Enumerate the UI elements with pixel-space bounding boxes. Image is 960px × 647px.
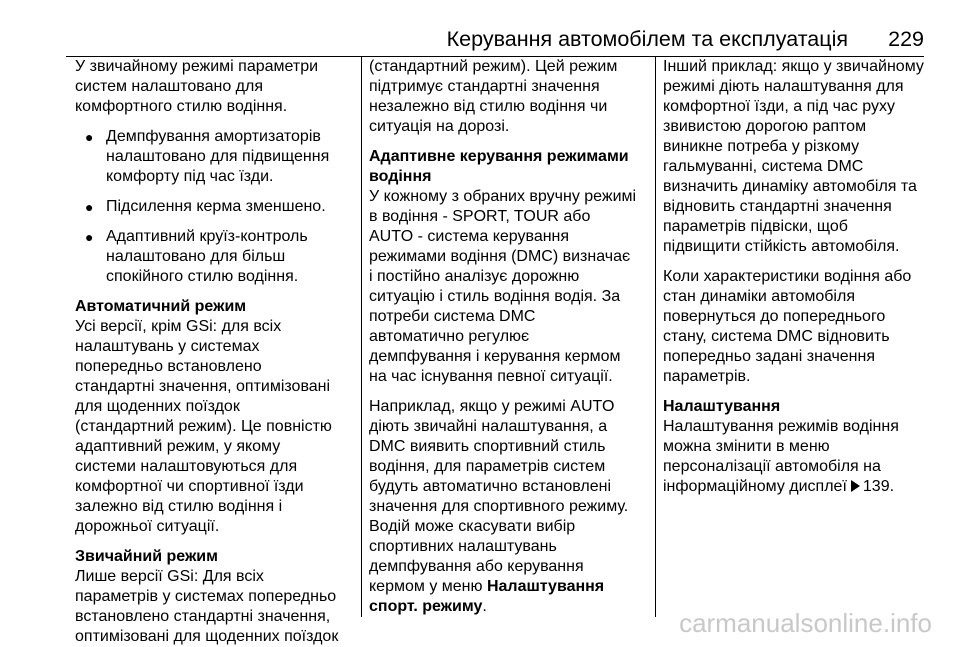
column-3 [663,57,953,617]
section-heading: Автоматичний режим [75,298,247,315]
bullet-item: ● Підсилення керма зменшено. [85,198,326,215]
column-2 [369,57,648,617]
page-number: 229 [888,27,924,51]
page-reference-arrow-icon [851,480,860,492]
column-1 [75,57,358,645]
bullet-item: ● Демпфування амортизаторів налаштовано для підвищення комфорту під час їзди. [85,128,330,185]
bullet-icon: ● [85,199,94,215]
section-heading: Звичайний режим [75,548,218,565]
intro-paragraph: У звичайному режимі параметри систем налаштовано для комфортного стилю водіння. [75,58,319,115]
bullet-item: ● Адаптивний круїз-контроль налаштовано для більш спокійного стилю водіння. [85,228,308,285]
example-paragraph: Наприклад, якщо у режимі AUTO діють звичайні налаштування, а DMC виявить спортивний стиль водіння, для параметрів систем будуть автоматично встановлені значення для спортивного режиму. Водій може скасувати вибір спортивних налаштувань демпфування або керування кермом у меню Налаштування спорт. режиму. [369,398,629,615]
page-reference[interactable]: 139. [862,478,895,495]
section-heading: Налаштування [663,398,781,415]
menu-name-bold: Налаштування [486,578,605,595]
page-header [0,0,960,56]
adaptive-paragraph: У кожному з обраних вручну режимі в водіння - SPORT, TOUR або AUTO - система керування режимами водіння (DMC) визначає і постійно аналізує дорожню ситуацію і стиль водіння водія. За потреби система DMC автоматично регулює демпфування і керування кермом на час існування певної ситуації. [369,188,637,385]
normal-mode-paragraph: Лише версії GSi: Для всіх параметрів у системах попередньо встановлено стандартні значення, оптимізовані для щоденних поїздок [75,568,339,645]
column-divider [655,57,656,617]
other-example-paragraph: Інший приклад: якщо у звичайному режимі діють налаштування для комфортної їзди, а під час руху звивистою дорогою раптом виникне потреба у різкому гальмуванні, система DMC визначить динаміку автомобіля та відновить стандартні значення параметрів підвіски, щоб підвищити стійкість автомобіля. [663,58,924,255]
return-paragraph: Коли характеристики водіння або стан динаміки автомобіля повернуться до попереднього стану, система DMC відновить попередньо задані значення параметрів. [663,268,912,385]
settings-paragraph: Налаштування режимів водіння можна змінити в меню персоналізації автомобіля на інформаційному дисплеї 139. [663,418,899,495]
watermark: carmanualsonline.info [679,608,932,638]
section-heading: Адаптивне керування режимами водіння [369,148,629,185]
bullet-icon: ● [85,129,94,145]
column-divider [361,57,362,617]
menu-name-bold: спорт. режиму [369,598,483,615]
continued-paragraph: (стандартний режим). Цей режим підтримує стандартні значення незалежно від стилю водіння чи ситуація на дорозі. [369,58,618,135]
bullet-icon: ● [85,229,94,245]
auto-mode-paragraph: Усі версії, крім GSi: для всіх налаштувань у системах попередньо встановлено стандартні значення, оптимізовані для щоденних поїздок (стандартний режим). Це повністю адаптивний режим, у якому системи налаштовуються для комфортної чи спортивної їзди залежно від стилю водіння і дорожньої ситуації. [75,318,332,535]
header-title: Керування автомобілем та експлуатація [446,27,848,51]
